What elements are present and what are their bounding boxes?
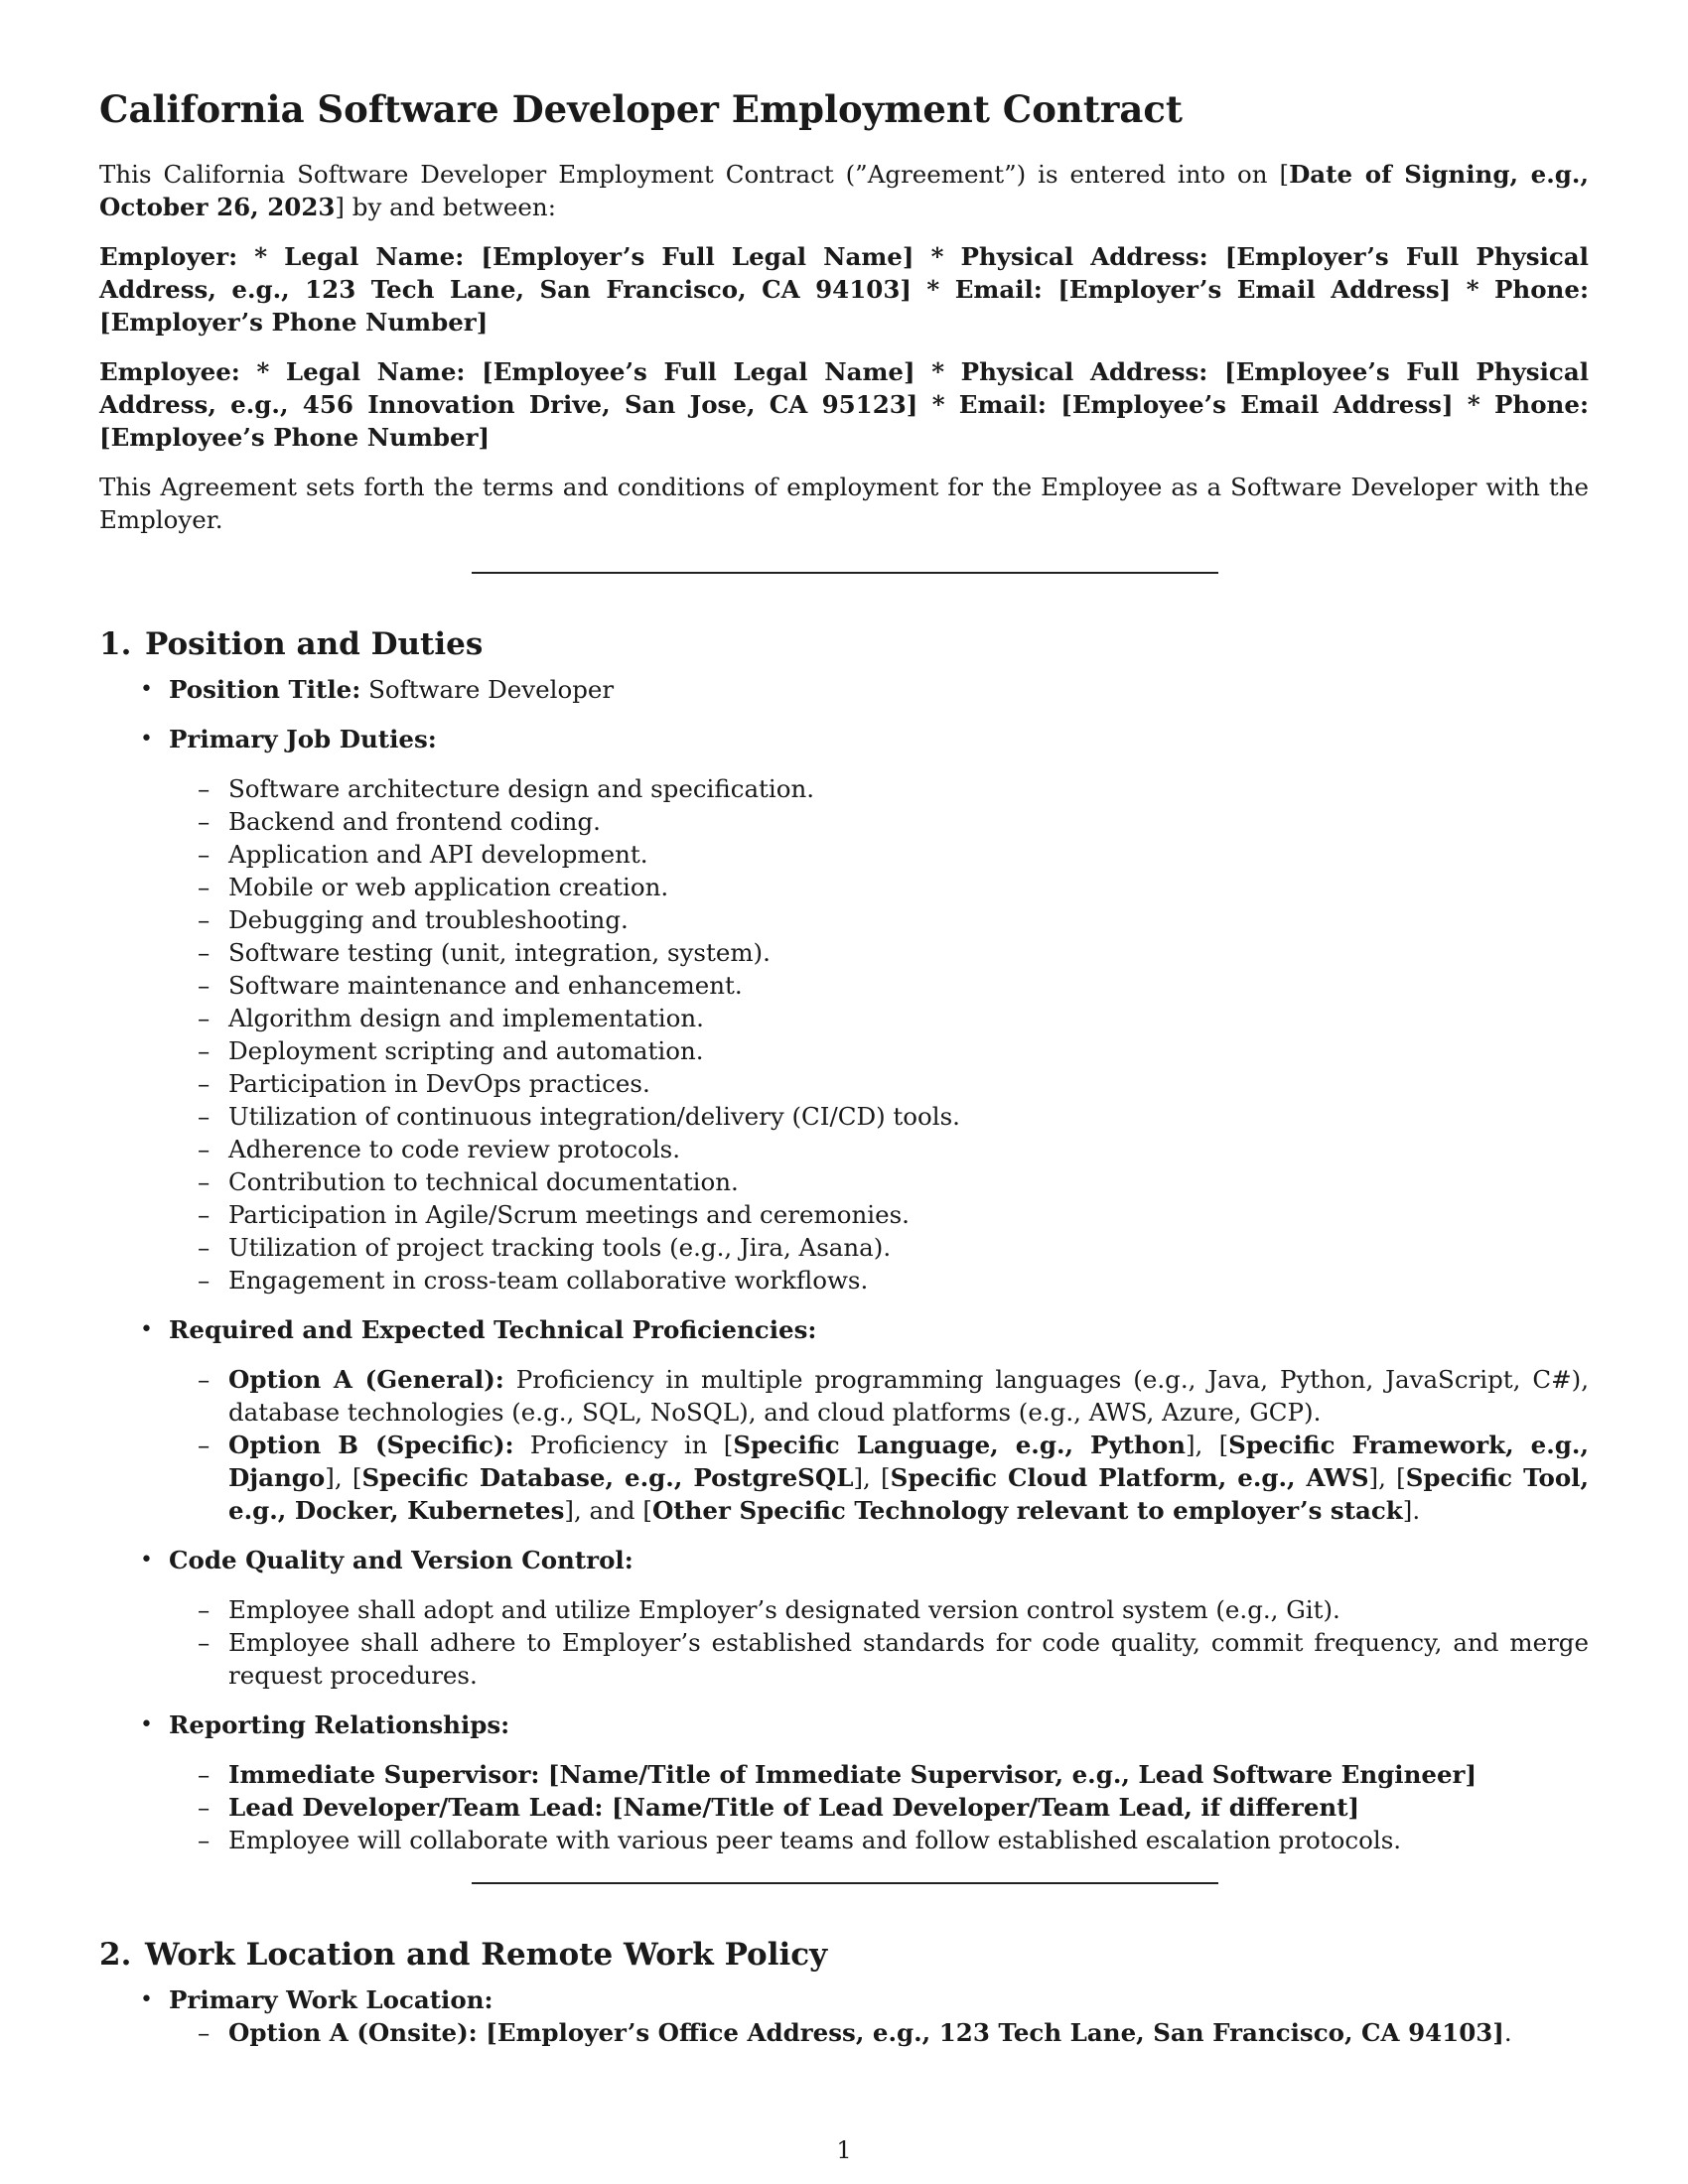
reporting-list — [169, 1758, 1589, 1856]
duty-item: – Deployment scripting and automation. — [169, 1034, 1589, 1067]
signing-date-placeholder: Date of Signing, e.g., October 26, 2023 — [99, 160, 1589, 221]
section-number: 1. — [99, 626, 132, 662]
duty-item: – Software maintenance and enhancement. — [169, 969, 1589, 1002]
employer-block — [99, 240, 1589, 339]
option-b-text: ], and [ — [564, 1496, 652, 1525]
proficiencies-label: Required and Expected Technical Proficiencies: — [169, 1315, 817, 1344]
option-b-text: ], [ — [853, 1463, 891, 1492]
position-label: Position Title: — [169, 675, 361, 704]
proficiencies-list — [169, 1363, 1589, 1527]
list-item — [99, 723, 1589, 1297]
duty-item: – Adherence to code review protocols. — [169, 1133, 1589, 1165]
language-placeholder: Specific Language, e.g., Python — [733, 1431, 1186, 1459]
supervisor-text: Immediate Supervisor: [Name/Title of Immediate Supervisor, e.g., Lead Software Engineer] — [228, 1760, 1477, 1789]
intro-text: This California Software Developer Employment Contract (”Agreement”) is entered into on [ — [99, 160, 1290, 189]
section-2-list — [99, 1983, 1589, 2049]
page-title: California Software Developer Employment Contract — [99, 87, 1183, 131]
list-item — [99, 1983, 1589, 2049]
primary-location-label: Primary Work Location: — [169, 1985, 493, 2014]
team-lead-item — [169, 1791, 1589, 1824]
supervisor-item — [169, 1758, 1589, 1791]
list-item — [99, 1544, 1589, 1692]
cloud-placeholder: Specific Cloud Platform, e.g., AWS — [890, 1463, 1369, 1492]
section-divider — [472, 1882, 1218, 1884]
section-title: Position and Duties — [145, 626, 484, 662]
option-b-text: ], [ — [1185, 1431, 1229, 1459]
section-2-heading — [99, 1934, 1589, 1976]
reporting-label: Reporting Relationships: — [169, 1710, 510, 1739]
intro-text-end: ] by and between: — [335, 193, 556, 221]
database-placeholder: Specific Database, e.g., PostgreSQL — [361, 1463, 854, 1492]
option-b-text: ]. — [1402, 1496, 1421, 1525]
list-item — [99, 673, 1589, 706]
option-b-text: ], [ — [1368, 1463, 1406, 1492]
option-a-label: Option A (General): — [228, 1365, 504, 1394]
intro-paragraph — [99, 158, 1589, 223]
framework-placeholder: Specific Framework, e.g., Django — [228, 1431, 1589, 1492]
employee-block — [99, 355, 1589, 454]
code-quality-item: – Employee shall adhere to Employer’s established standards for code quality, commit frequency, and merge request procedures. — [169, 1626, 1589, 1692]
employee-details: Employee: * Legal Name: [Employee’s Full Legal Name] * Physical Address: [Employee’s Full Physical Address, e.g., 456 Innovation Drive, San Jose, CA 95123] * Email: [Employee’s Email Address] * Phone: [Employee’s Phone Number] — [99, 357, 1589, 452]
page-number: 1 — [836, 2136, 852, 2164]
duty-item: – Engagement in cross-team collaborative workflows. — [169, 1264, 1589, 1297]
code-quality-label: Code Quality and Version Control: — [169, 1546, 633, 1574]
duties-label: Primary Job Duties: — [169, 725, 437, 753]
duty-item: – Application and API development. — [169, 838, 1589, 871]
option-b-text: Proficiency in [ — [513, 1431, 734, 1459]
duty-item: – Debugging and troubleshooting. — [169, 903, 1589, 936]
section-divider — [472, 572, 1218, 574]
duty-item: – Contribution to technical documentation. — [169, 1165, 1589, 1198]
duty-item: – Participation in DevOps practices. — [169, 1067, 1589, 1100]
onsite-option-text: Option A (Onsite): [Employer’s Office Address, e.g., 123 Tech Lane, San Francisco, CA 94103] — [228, 2018, 1504, 2047]
section-number: 2. — [99, 1937, 132, 1973]
option-b-item — [169, 1429, 1589, 1527]
option-b-text: ], [ — [325, 1463, 362, 1492]
section-1-list — [99, 673, 1589, 1856]
list-item — [99, 1313, 1589, 1527]
option-b-label: Option B (Specific): — [228, 1431, 514, 1459]
code-quality-item: – Employee shall adopt and utilize Employer’s designated version control system (e.g., Git). — [169, 1593, 1589, 1626]
duty-item: – Backend and frontend coding. — [169, 805, 1589, 838]
position-value: Software Developer — [360, 675, 615, 704]
section-title: Work Location and Remote Work Policy — [145, 1937, 828, 1973]
contract-page — [99, 77, 1589, 2049]
duty-item: – Software testing (unit, integration, system). — [169, 936, 1589, 969]
onsite-option-item — [169, 2016, 1589, 2049]
option-a-item — [169, 1363, 1589, 1429]
duty-item: – Mobile or web application creation. — [169, 871, 1589, 903]
duty-item: – Software architecture design and specification. — [169, 772, 1589, 805]
onsite-option-end: . — [1503, 2018, 1512, 2047]
duty-item: – Participation in Agile/Scrum meetings and ceremonies. — [169, 1198, 1589, 1231]
duty-item: – Utilization of project tracking tools (e.g., Jira, Asana). — [169, 1231, 1589, 1264]
list-item — [99, 1708, 1589, 1856]
other-tech-placeholder: Other Specific Technology relevant to employer’s stack — [651, 1496, 1403, 1525]
collaboration-item: – Employee will collaborate with various peer teams and follow established escalation protocols. — [169, 1824, 1589, 1856]
duties-list — [169, 772, 1589, 1297]
purpose-paragraph: This Agreement sets forth the terms and conditions of employment for the Employee as a Software Developer with the Employer. — [99, 473, 1589, 534]
location-options-list — [169, 2016, 1589, 2049]
tool-placeholder: Specific Tool, e.g., Docker, Kubernetes — [228, 1463, 1590, 1525]
employer-details: Employer: * Legal Name: [Employer’s Full Legal Name] * Physical Address: [Employer’s Full Physical Address, e.g., 123 Tech Lane, San Francisco, CA 94103] * Email: [Employer’s Email Address] * Phone: [Employer’s Phone Number] — [99, 242, 1589, 337]
code-quality-list — [169, 1593, 1589, 1692]
section-1-heading — [99, 623, 1589, 665]
team-lead-text: Lead Developer/Team Lead: [Name/Title of Lead Developer/Team Lead, if different] — [228, 1793, 1360, 1822]
duty-item: – Utilization of continuous integration/delivery (CI/CD) tools. — [169, 1100, 1589, 1133]
option-a-text: Proficiency in multiple programming languages (e.g., Java, Python, JavaScript, C#), database technologies (e.g., SQL, NoSQL), and cloud platforms (e.g., AWS, Azure, GCP). — [228, 1365, 1589, 1427]
duty-item: – Algorithm design and implementation. — [169, 1002, 1589, 1034]
